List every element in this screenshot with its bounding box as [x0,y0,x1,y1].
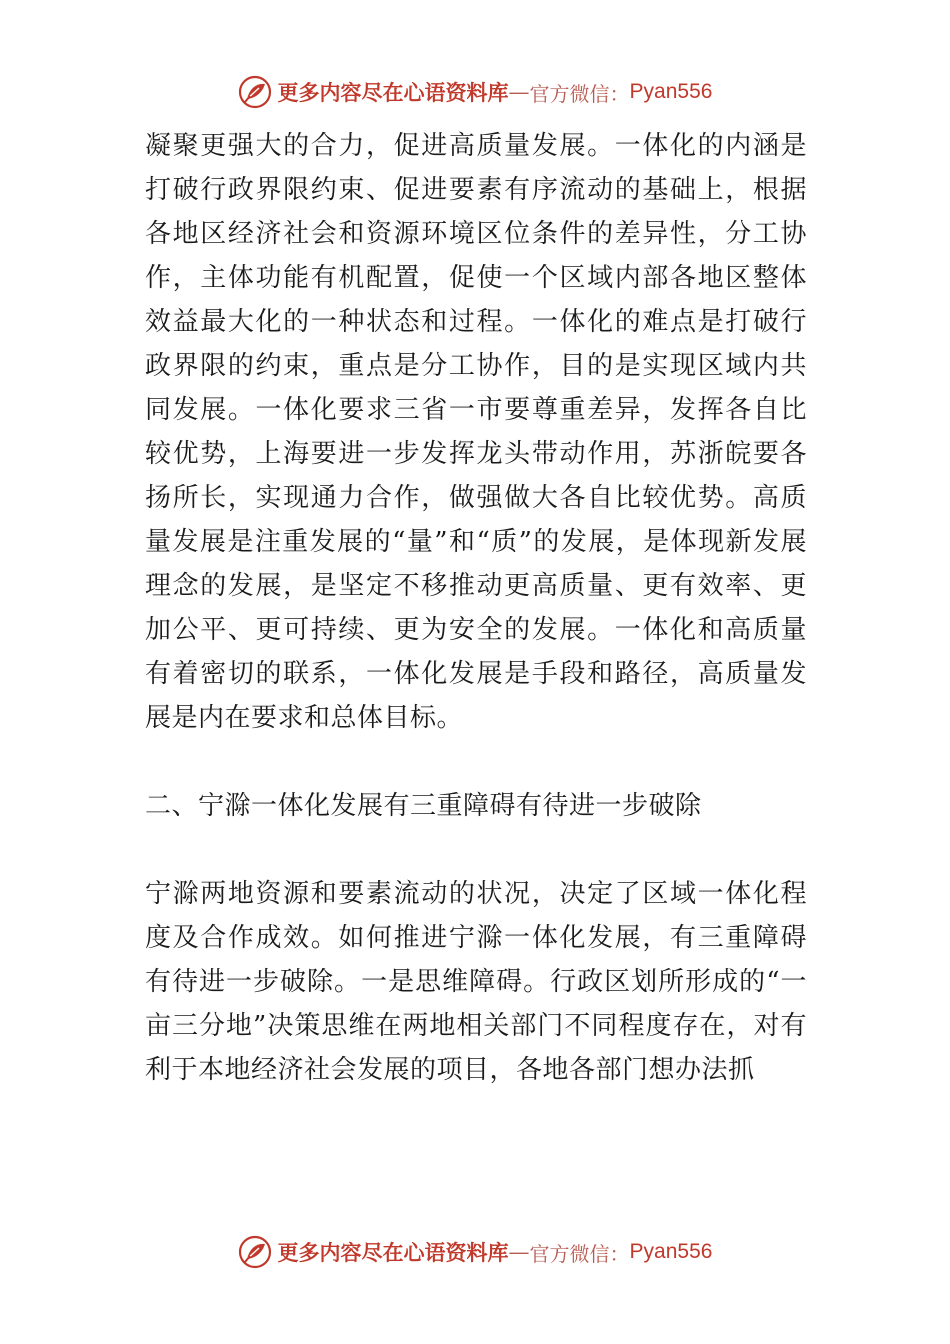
footer-banner [0,1232,950,1272]
banner-wechat-id: Pyan556 [629,80,713,103]
body-paragraph: 凝聚更强大的合力，促进高质量发展。一体化的内涵是打破行政界限约束、促进要素有序流动的基础上，根据各地区经济社会和资源环境区位条件的差异性，分工协作，主体功能有机配置，促使一个区域内部各地区整体效益最大化的一种状态和过程。一体化的难点是打破行政界限的约束，重点是分工协作，目的是实现区域内共同发展。一体化要求三省一市要尊重差异，发挥各自比较优势，上海要进一步发挥龙头带动作用，苏浙皖要各扬所长，实现通力合作，做强做大各自比较优势。高质量发展是注重发展的“量”和“质”的发展，是体现新发展理念的发展，是坚定不移推动更高质量、更有效率、更加公平、更可持续、更为安全的发展。一体化和高质量有着密切的联系，一体化发展是手段和路径，高质量发展是内在要求和总体目标。 [145,131,807,733]
banner-wechat-label: 官方微信： [529,81,630,106]
leaf-logo-icon [238,75,272,109]
section-heading: 二、宁滁一体化发展有三重障碍有待进一步破除 [145,791,702,821]
banner-wechat-id: Pyan556 [629,1240,713,1263]
banner-brand-text: 更多内容尽在心语资料库 [277,1240,509,1265]
banner-brand-text: 更多内容尽在心语资料库 [277,80,509,105]
leaf-logo-icon [238,1235,272,1269]
banner-separator: — [508,1240,530,1264]
banner-wechat-label: 官方微信： [529,1241,630,1266]
banner-separator: — [508,80,530,104]
document-body [145,124,807,1092]
body-paragraph: 宁滁两地资源和要素流动的状况，决定了区域一体化程度及合作成效。如何推进宁滁一体化发展，有三重障碍有待进一步破除。一是思维障碍。行政区划所形成的“一亩三分地”决策思维在两地相关部门不同程度存在，对有利于本地经济社会发展的项目，各地各部门想办法抓 [145,879,807,1085]
header-banner [0,72,950,112]
